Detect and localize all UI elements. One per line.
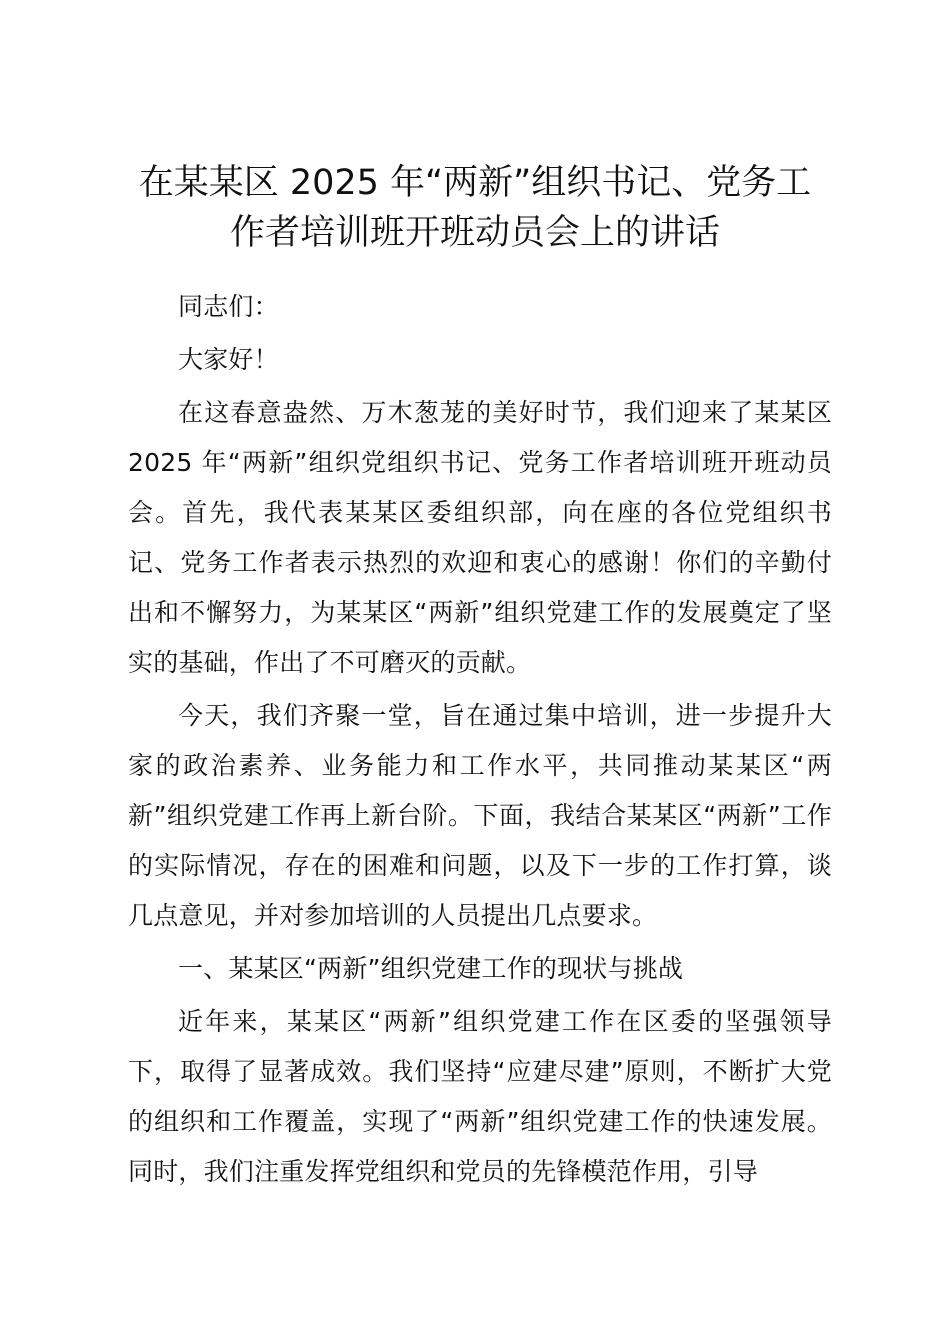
salutation: 同志们： [178, 292, 279, 321]
document-title [120, 158, 830, 258]
title-line-2: 作者培训班开班动员会上的讲话 [229, 213, 720, 253]
paragraph-purpose: 今天，我们齐聚一堂，旨在通过集中培训，进一步提升大家的政治素养、业务能力和工作水平，共同推动某某区“两新”组织党建工作再上新台阶。下面，我结合某某区“两新”工作的实际情况，存在的困难和问题，以及下一步的工作打算，谈几点意见，并对参加培训的人员提出几点要求。 [128, 701, 832, 930]
paragraph-opening: 在这春意盎然、万木葱茏的美好时节，我们迎来了某某区 2025 年“两新”组织党组织书记、党务工作者培训班开班动员会。首先，我代表某某区委组织部，向在座的各位党组织书记、党务工作者表示热烈的欢迎和衷心的感谢！你们的辛勤付出和不懈努力，为某某区“两新”组织党建工作的发展奠定了坚实的基础，作出了不可磨灭的贡献。 [128, 398, 832, 677]
section-heading-1: 一、某某区“两新”组织党建工作的现状与挑战 [178, 954, 684, 983]
paragraph-status: 近年来，某某区“两新”组织党建工作在区委的坚强领导下，取得了显著成效。我们坚持“应建尽建”原则，不断扩大党的组织和工作覆盖，实现了“两新”组织党建工作的快速发展。同时，我们注重发挥党组织和党员的先锋模范作用，引导 [128, 1007, 832, 1186]
greeting: 大家好！ [178, 345, 279, 374]
document-body [128, 282, 832, 1197]
title-line-1: 在某某区 2025 年“两新”组织书记、党务工 [138, 163, 812, 203]
